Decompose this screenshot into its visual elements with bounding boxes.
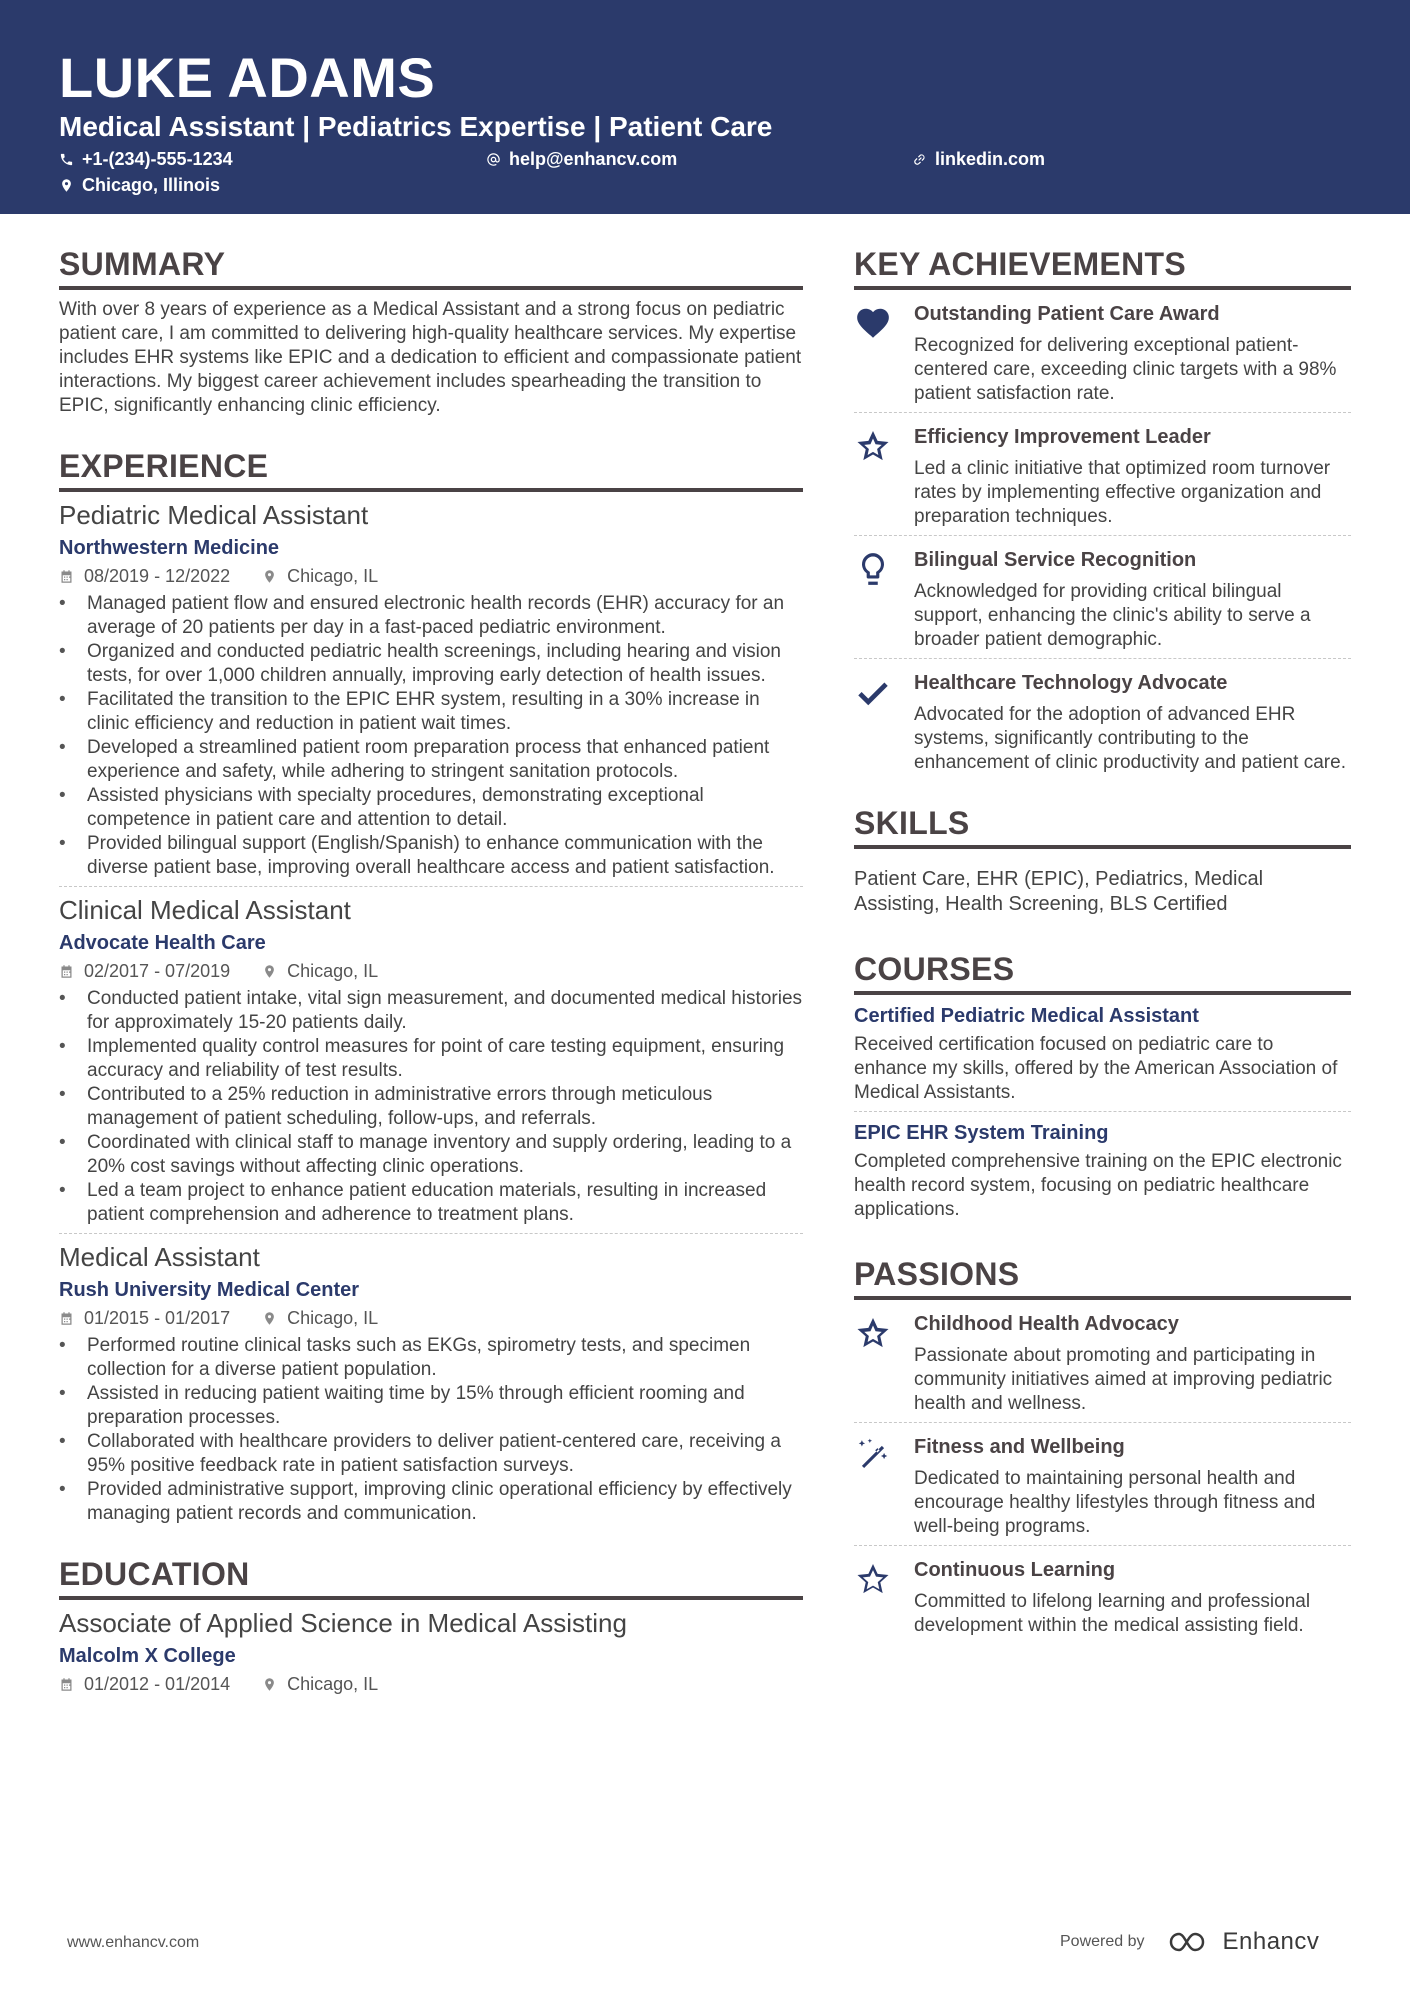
brand-logo[interactable] xyxy=(1167,1928,1320,1956)
school-name: Malcolm X College xyxy=(59,1645,236,1667)
company-name: Advocate Health Care xyxy=(59,932,266,954)
course-title: Certified Pediatric Medical Assistant xyxy=(854,1005,1199,1027)
company-name: Rush University Medical Center xyxy=(59,1279,360,1301)
footer-branding xyxy=(1060,1928,1319,1956)
bullet-item: • Conducted patient intake, vital sign measurement, and documented medical histories for approximately 15-20 patients daily. xyxy=(59,987,803,1035)
candidate-name: LUKE ADAMS xyxy=(59,46,436,109)
job-dates: 08/2019 - 12/2022 xyxy=(84,566,231,586)
calendar-icon xyxy=(59,964,74,979)
achievement-title: Healthcare Technology Advocate xyxy=(914,672,1228,694)
job-bullets xyxy=(59,987,803,1227)
passion-description: Dedicated to maintaining personal health and encourage healthy lifestyles through fitness and well-being programs. xyxy=(914,1468,1316,1537)
job-dates: 01/2015 - 01/2017 xyxy=(84,1308,231,1328)
passion-title: Continuous Learning xyxy=(914,1559,1116,1581)
skills-text: Patient Care, EHR (EPIC), Pediatrics, Medical Assisting, Health Screening, BLS Certified xyxy=(854,868,1264,915)
courses-section xyxy=(854,949,1351,1228)
experience-entry xyxy=(59,498,803,886)
summary-section xyxy=(59,244,803,418)
job-meta xyxy=(59,1306,803,1330)
candidate-tagline: Medical Assistant | Pediatrics Expertise | Patient Care xyxy=(59,111,773,142)
map-pin-icon xyxy=(262,1311,277,1326)
job-meta xyxy=(59,959,803,983)
bullet-item: • Facilitated the transition to the EPIC EHR system, resulting in a 30% increase in clinic efficiency and reduction in patient wait times. xyxy=(59,688,803,736)
section-title-passions: PASSIONS xyxy=(854,1254,1351,1300)
map-pin-icon xyxy=(59,178,74,193)
job-dates: 02/2017 - 07/2019 xyxy=(84,961,231,981)
footer-website-link[interactable]: www.enhancv.com xyxy=(67,1934,200,1951)
bullet-item: • Organized and conducted pediatric health screenings, including hearing and vision tests, for over 1,000 children annually, improving early detection of health issues. xyxy=(59,640,803,688)
enhancv-logo-icon xyxy=(1167,1930,1215,1954)
heart-icon xyxy=(854,304,892,342)
achievement-title: Bilingual Service Recognition xyxy=(914,549,1197,571)
skills-section xyxy=(854,803,1351,917)
job-title: Medical Assistant xyxy=(59,1242,260,1272)
passion-item xyxy=(854,1422,1351,1545)
education-meta xyxy=(59,1672,803,1696)
map-pin-icon xyxy=(262,1677,277,1692)
bullet-item: • Provided administrative support, improving clinic operational efficiency by effectively managing patient records and communication. xyxy=(59,1478,803,1526)
calendar-icon xyxy=(59,569,74,584)
job-location: Chicago, IL xyxy=(287,961,379,981)
star-outline-icon xyxy=(854,1560,892,1598)
summary-text: With over 8 years of experience as a Medical Assistant and a strong focus on pediatric patient care, I am committed to delivering high-quality healthcare services. My expertise includes EHR systems like EPIC and a dedication to efficient and compassionate patient interactions. My biggest career achievement includes spearheading the transition to EPIC, significantly enhancing clinic efficiency. xyxy=(59,299,802,416)
job-title: Pediatric Medical Assistant xyxy=(59,500,369,530)
course-item xyxy=(854,1111,1351,1228)
section-title-skills: SKILLS xyxy=(854,803,1351,849)
map-pin-icon xyxy=(262,964,277,979)
bullet-item: • Collaborated with healthcare providers to deliver patient-centered care, receiving a 95% positive feedback rate in patient satisfaction surveys. xyxy=(59,1430,803,1478)
magic-wand-icon xyxy=(854,1437,892,1475)
passion-item xyxy=(854,1545,1351,1644)
job-location: Chicago, IL xyxy=(287,566,379,586)
passion-title: Fitness and Wellbeing xyxy=(914,1436,1125,1458)
course-description: Completed comprehensive training on the EPIC electronic health record system, focusing on pediatric healthcare applications. xyxy=(854,1151,1342,1220)
section-title-summary: SUMMARY xyxy=(59,244,803,290)
degree-title: Associate of Applied Science in Medical Assisting xyxy=(59,1608,627,1638)
achievement-item xyxy=(854,412,1351,535)
achievement-item xyxy=(854,658,1351,781)
brand-name: Enhancv xyxy=(1222,1928,1320,1955)
job-location: Chicago, IL xyxy=(287,1308,379,1328)
contact-phone[interactable]: +1-(234)-555-1234 xyxy=(59,148,233,170)
map-pin-icon xyxy=(262,569,277,584)
achievement-description: Recognized for delivering exceptional patient-centered care, exceeding clinic targets with a 98% patient satisfaction rate. xyxy=(914,335,1337,404)
bullet-item: • Assisted physicians with specialty procedures, demonstrating exceptional competence in patient care and attention to detail. xyxy=(59,784,803,832)
achievement-description: Advocated for the adoption of advanced EHR systems, significantly contributing to the enhancement of clinic productivity and patient care. xyxy=(914,704,1346,773)
section-title-courses: COURSES xyxy=(854,949,1351,995)
section-title-achievements: KEY ACHIEVEMENTS xyxy=(854,244,1351,290)
bullet-item: • Managed patient flow and ensured electronic health records (EHR) accuracy for an average of 20 patients per day in a fast-paced pediatric environment. xyxy=(59,592,803,640)
experience-entry xyxy=(59,886,803,1233)
resume-header xyxy=(0,0,1410,214)
course-description: Received certification focused on pediatric care to enhance my skills, offered by the American Association of Medical Assistants. xyxy=(854,1034,1338,1103)
job-title: Clinical Medical Assistant xyxy=(59,895,351,925)
passion-description: Committed to lifelong learning and professional development within the medical assisting field. xyxy=(914,1591,1311,1636)
bullet-item: • Assisted in reducing patient waiting time by 15% through efficient rooming and preparation processes. xyxy=(59,1382,803,1430)
course-item xyxy=(854,995,1351,1111)
calendar-icon xyxy=(59,1677,74,1692)
passions-section xyxy=(854,1254,1351,1644)
achievement-item xyxy=(854,535,1351,658)
contact-email[interactable]: help@enhancv.com xyxy=(486,148,677,170)
bullet-item: • Provided bilingual support (English/Spanish) to enhance communication with the diverse patient base, improving overall healthcare access and patient satisfaction. xyxy=(59,832,803,880)
achievement-title: Efficiency Improvement Leader xyxy=(914,426,1211,448)
right-column xyxy=(854,244,1351,1644)
course-title: EPIC EHR System Training xyxy=(854,1122,1109,1144)
passion-title: Childhood Health Advocacy xyxy=(914,1313,1179,1335)
achievement-description: Led a clinic initiative that optimized room turnover rates by implementing effective organization and preparation techniques. xyxy=(914,458,1331,527)
bullet-item: • Performed routine clinical tasks such as EKGs, spirometry tests, and specimen collection for a diverse patient population. xyxy=(59,1334,803,1382)
left-column xyxy=(59,244,803,1696)
passion-description: Passionate about promoting and participating in community initiatives aimed at improving pediatric health and wellness. xyxy=(914,1345,1333,1414)
lightbulb-icon xyxy=(854,550,892,588)
bullet-item: • Led a team project to enhance patient education materials, resulting in increased patient comprehension and adherence to treatment plans. xyxy=(59,1179,803,1227)
experience-entry xyxy=(59,1233,803,1532)
star-icon xyxy=(854,1314,892,1352)
powered-by-label: Powered by xyxy=(1060,1933,1145,1950)
contact-website[interactable]: linkedin.com xyxy=(912,148,1045,170)
experience-section xyxy=(59,446,803,1532)
section-title-education: EDUCATION xyxy=(59,1554,803,1600)
bullet-item: • Contributed to a 25% reduction in administrative errors through meticulous management of patient scheduling, follow-ups, and referrals. xyxy=(59,1083,803,1131)
achievements-section xyxy=(854,244,1351,781)
bullet-item: • Developed a streamlined patient room preparation process that enhanced patient experience and safety, while adhering to stringent sanitation protocols. xyxy=(59,736,803,784)
at-sign-icon xyxy=(486,152,501,167)
achievement-description: Acknowledged for providing critical bilingual support, enhancing the clinic's ability to serve a broader patient demographic. xyxy=(914,581,1311,650)
passion-item xyxy=(854,1300,1351,1422)
job-meta xyxy=(59,564,803,588)
education-dates: 01/2012 - 01/2014 xyxy=(84,1674,231,1694)
company-name: Northwestern Medicine xyxy=(59,537,280,559)
link-icon xyxy=(912,152,927,167)
section-title-experience: EXPERIENCE xyxy=(59,446,803,492)
achievement-title: Outstanding Patient Care Award xyxy=(914,303,1220,325)
job-bullets xyxy=(59,592,803,880)
phone-icon xyxy=(59,152,74,167)
checkmark-icon xyxy=(854,673,892,711)
bullet-item: • Coordinated with clinical staff to manage inventory and supply ordering, leading to a 20% cost savings without affecting clinic operations. xyxy=(59,1131,803,1179)
calendar-icon xyxy=(59,1311,74,1326)
achievement-item xyxy=(854,290,1351,412)
bullet-item: • Implemented quality control measures for point of care testing equipment, ensuring accuracy and reliability of test results. xyxy=(59,1035,803,1083)
education-section xyxy=(59,1554,803,1696)
star-icon xyxy=(854,427,892,465)
contact-location: Chicago, Illinois xyxy=(59,174,220,196)
education-location: Chicago, IL xyxy=(287,1674,379,1694)
job-bullets xyxy=(59,1334,803,1526)
